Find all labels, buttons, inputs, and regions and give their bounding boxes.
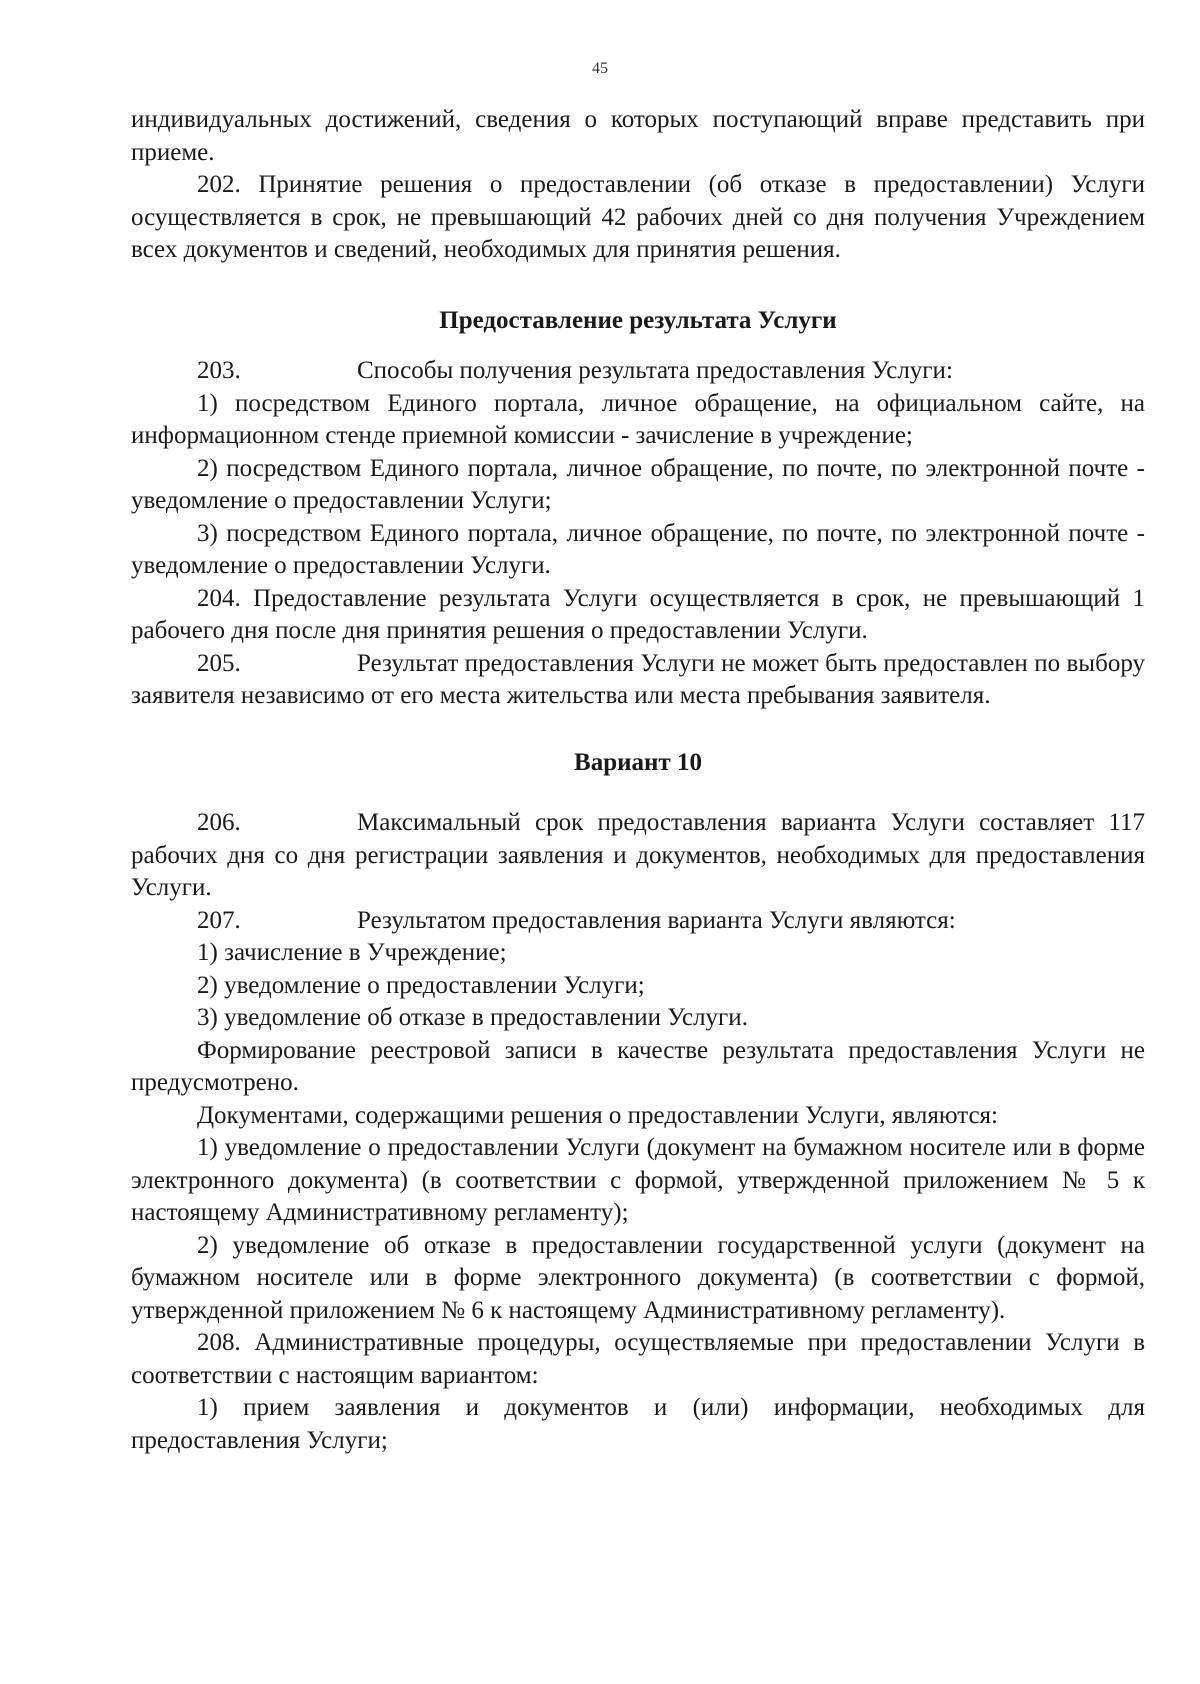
paragraph-207-text: Результатом предоставления варианта Услуги являются: <box>357 906 956 934</box>
paragraph-206 <box>131 807 1145 905</box>
section-heading-result: Предоставление результата Услуги <box>439 306 837 334</box>
paragraph-203 <box>131 355 1145 388</box>
list-item-variant-result-2: 2) уведомление о предоставлении Услуги; <box>197 971 645 999</box>
list-item-result-2: 2) посредством Единого портала, личное обращение, по почте, по электронной почте - уведомление о предоставлении Услуги; <box>131 454 1145 514</box>
list-item-variant-result-3: 3) уведомление об отказе в предоставлении Услуги. <box>197 1004 748 1031</box>
paragraph-203-number: 203. <box>197 357 241 384</box>
document-body <box>131 104 1145 1457</box>
paragraph-208: 208. Административные процедуры, осуществляемые при предоставлении Услуги в соответствии с настоящим вариантом: <box>131 1329 1145 1389</box>
paragraph-203-text: Способы получения результата предоставления Услуги: <box>357 357 953 384</box>
paragraph-documents-intro: Документами, содержащими решения о предоставлении Услуги, являются: <box>197 1101 998 1129</box>
list-item-variant-result-1: 1) зачисление в Учреждение; <box>197 939 507 966</box>
paragraph-205 <box>131 648 1145 713</box>
paragraph-207 <box>131 905 1145 938</box>
list-item-document-2: 2) уведомление об отказе в предоставлении государственной услуги (документ на бумажном носителе или в форме электронного документа) (в соответствии с формой, утвержденной приложением № 6 к настоящему Административному регламенту). <box>131 1231 1145 1324</box>
list-item-procedure-1: 1) прием заявления и документов и (или) информации, необходимых для предоставления Услуги; <box>131 1394 1145 1454</box>
paragraph-205-text: Результат предоставления Услуги не может быть предоставлен по выбору заявителя независимо от его места жительства или места пребывания заявителя. <box>131 649 1145 709</box>
paragraph-207-number: 207. <box>197 906 241 934</box>
list-item-document-1: 1) уведомление о предоставлении Услуги (документ на бумажном носителе или в форме электронного документа) (в соответствии с формой, утвержденной приложением № 5 к настоящему Административному регламенту); <box>131 1134 1145 1226</box>
paragraph-206-text: Максимальный срок предоставления варианта Услуги составляет 117 рабочих дня со дня регистрации заявления и документов, необходимых для предоставления Услуги. <box>131 809 1145 901</box>
list-item-result-3: 3) посредством Единого портала, личное обращение, по почте, по электронной почте - уведомление о предоставлении Услуги. <box>131 519 1145 579</box>
paragraph-204: 204. Предоставление результата Услуги осуществляется в срок, не превышающий 1 рабочего дня после дня принятия решения о предоставлении Услуги. <box>131 584 1145 644</box>
paragraph-205-number: 205. <box>197 649 241 677</box>
paragraph-206-number: 206. <box>197 809 241 836</box>
paragraph-continuation: индивидуальных достижений, сведения о которых поступающий вправе представить при приеме. <box>131 106 1145 166</box>
section-heading-variant: Вариант 10 <box>574 748 702 776</box>
page-number: 45 <box>592 60 608 77</box>
paragraph-registry: Формирование реестровой записи в качестве результата предоставления Услуги не предусмотрено. <box>131 1036 1145 1096</box>
paragraph-202: 202. Принятие решения о предоставлении (об отказе в предоставлении) Услуги осуществляется в срок, не превышающий 42 рабочих дней со дня получения Учреждением всех документов и сведений, необходимых для принятия решения. <box>131 171 1145 263</box>
list-item-result-1: 1) посредством Единого портала, личное обращение, на официальном сайте, на информационном стенде приемной комиссии - зачисление в учреждение; <box>131 389 1145 449</box>
